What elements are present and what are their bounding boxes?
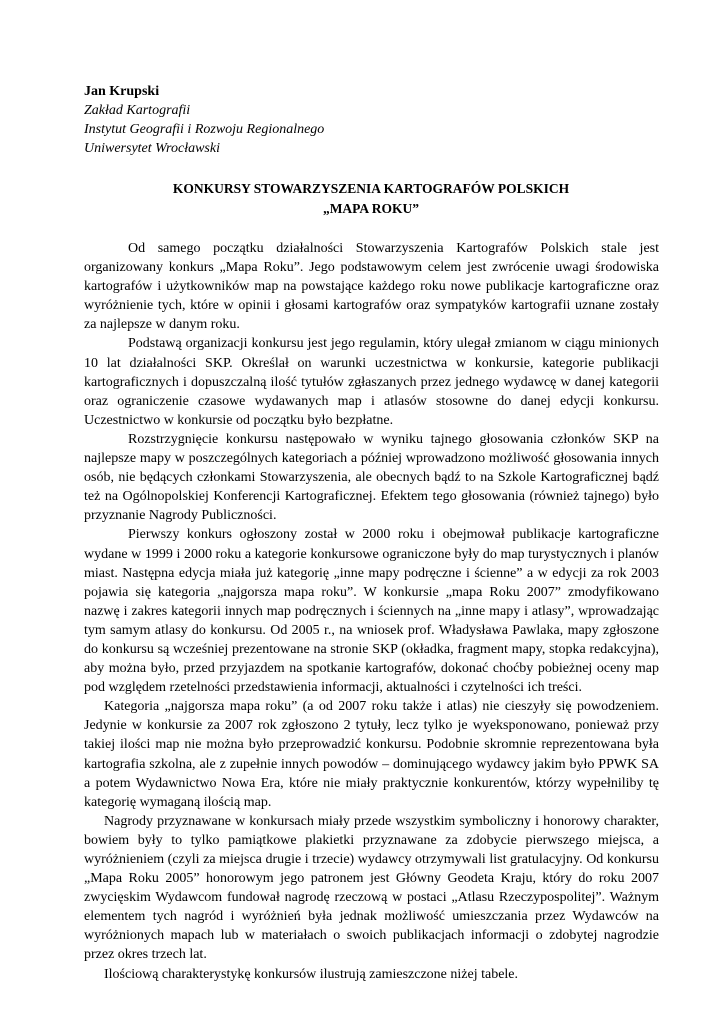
paragraph-1: Od samego początku działalności Stowarzyszenia Kartografów Polskich stale jest organizowany konkurs „Mapa Roku”. Jego podstawowym celem jest zwrócenie uwagi środowiska kartografów i użytkowników map na powstające każdego roku nowe publikacje kartograficzne oraz wyróżnienie tych, które w opinii i głosami kartografów oraz sympatyków kartografii uznane zostały za najlepsze w danym roku. [84,241,659,333]
paragraph-4: Pierwszy konkurs ogłoszony został w 2000 roku i obejmował publikacje kartograficzne wydane w 1999 i 2000 roku a kategorie konkursowe ograniczone były do map turystycznych i planów miast. Następna edycja miała już kategorię „inne mapy podręczne i ścienne” a w edycji za rok 2003 pojawia się kategoria „najgorsza mapa roku”. W konkursie „mapa Roku 2007” zmodyfikowano nazwę i zakres kategorii innych map podręcznych i ściennych na „inne mapy i atlasy”, wprowadzając tym samym atlasy do konkursu. Od 2005 r., na wniosek prof. Władysława Pawlaka, mapy zgłoszone do konkursu są wcześniej prezentowane na stronie SKP (okładka, fragment mapy, stopka redakcyjna), aby można było, przed przyjazdem na spotkanie kartografów, dokonać choćby pobieżnej oceny map pod względem rzetelności przedstawienia informacji, aktualności i czytelności ich treści. [84,527,659,696]
author-name: Jan Krupski [84,84,160,99]
author-department: Zakład Kartografii [84,103,191,118]
title-line-1: KONKURSY STOWARZYSZENIA KARTOGRAFÓW POLSKICH [172,181,570,196]
author-university: Uniwersytet Wrocławski [84,141,220,156]
author-institute: Instytut Geografii i Rozwoju Regionalnego [84,122,325,137]
paragraph-2: Podstawą organizacji konkursu jest jego regulamin, który ulegał zmianom w ciągu minionych 10 lat działalności SKP. Określał on warunki uczestnictwa w konkursie, kategorie publikacji kartograficznych i dopuszczalną ilość tytułów zgłaszanych przez jednego wydawcę w danej kategorii oraz ograniczenie czasowe wydawanych map i atlasów stosowne do danej edycji konkursu. Uczestnictwo w konkursie od początku było bezpłatne. [84,336,659,428]
article-body [84,239,659,984]
paragraph-3: Rozstrzygnięcie konkursu następowało w wyniku tajnego głosowania członków SKP na najlepsze mapy w poszczególnych kategoriach a później wprowadzono możliwość głosowania innych osób, nie będących członkami Stowarzyszenia, ale obecnych bądź to na Szkole Kartograficznej bądź też na Ogólnopolskiej Konferencji Kartograficznej. Efektem tego głosowania (również tajnego) było przyznanie Nagrody Publiczności. [84,431,659,524]
paragraph-6: Nagrody przyznawane w konkursach miały przede wszystkim symboliczny i honorowy charakter, bowiem były to tylko pamiątkowe plakietki przyznawane za zdobycie pierwszego miejsca, a wyróżnieniem (czyli za miejsca drugie i trzecie) wydawcy otrzymywali list gratulacyjny. Od konkursu „Mapa Roku 2005” honorowym jego patronem jest Główny Geodeta Kraju, który do roku 2007 zwycięskim Wydawcom fundował nagrodę rzeczową w postaci „Atlasu Rzeczypospolitej”. Ważnym elementem tych nagród i wyróżnień była jednak możliwość umieszczania przez Wydawców na wyróżnionych mapach lub w materiałach o swoich publikacjach informacji o zdobytej nagrodzie przez okres trzech lat. [84,813,659,963]
paragraph-5: Kategoria „najgorsza mapa roku” (a od 2007 roku także i atlas) nie cieszyły się powodzeniem. Jedynie w konkursie za 2007 rok zgłoszono 2 tytuły, lecz tylko je wyeksponowano, ponieważ przy takiej ilości map nie można było przeprowadzić konkursu. Podobnie skromnie reprezentowana była kartografia szkolna, ale z zupełnie innych powodów – dominującego wydawcy jakim było PPWK SA a potem Wydawnictwo Nowa Era, które nie miały praktycznie konkurentów, którzy wypełniliby tę kategorię wymaganą ilością map. [84,699,659,810]
paragraph-7: Ilościową charakterystykę konkursów ilustrują zamieszczone niżej tabele. [104,966,519,982]
document-title [84,179,658,219]
title-line-2: „MAPA ROKU” [322,201,420,216]
author-block [84,82,644,158]
